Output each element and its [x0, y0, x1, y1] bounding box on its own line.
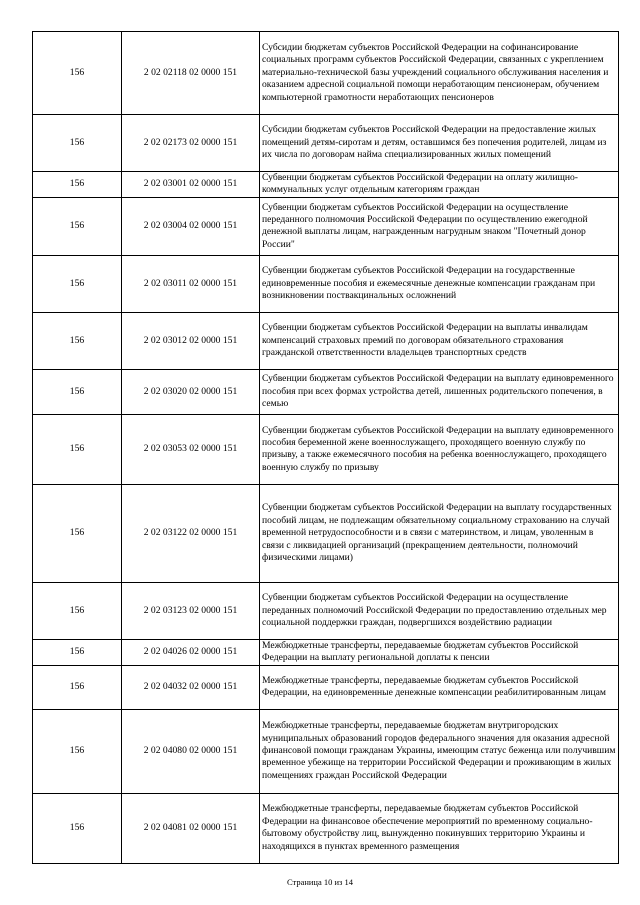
- admin-code-cell: 156: [33, 255, 122, 312]
- table-row: [33, 484, 619, 582]
- table-row: [33, 255, 619, 312]
- admin-code-cell: 156: [33, 484, 122, 582]
- table-row: [33, 414, 619, 484]
- table-body: [33, 32, 619, 864]
- description-cell: Субвенции бюджетам субъектов Российской Федерации на выплату единовременного пособия при всех формах устройства детей, лишенных родительского попечения, в семью: [260, 369, 619, 414]
- description-cell: Субвенции бюджетам субъектов Российской Федерации на выплаты инвалидам компенсаций страховых премий по договорам обязательного страхования гражданской ответственности владельцев транспортных средств: [260, 312, 619, 369]
- page-number: Страница 10 из 14: [286, 877, 354, 887]
- description-cell: Субсидии бюджетам субъектов Российской Федерации на софинансирование социальных программ субъектов Российской Федерации, связанных с укреплением материально-технической базы учреждений социального обслуживания населения и оказанием адресной социальной помощи неработающим пенсионерам, обучением компьютерной грамотности неработающих пенсионеров: [260, 32, 619, 115]
- budget-code-cell: 2 02 03053 02 0000 151: [122, 414, 260, 484]
- budget-code-cell: 2 02 04026 02 0000 151: [122, 639, 260, 665]
- description-cell: Межбюджетные трансферты, передаваемые бюджетам субъектов Российской Федерации на выплату региональной доплаты к пенсии: [260, 639, 619, 665]
- table-row: [33, 665, 619, 709]
- budget-code-cell: 2 02 03123 02 0000 151: [122, 582, 260, 639]
- admin-code-cell: 156: [33, 709, 122, 793]
- budget-code-cell: 2 02 03122 02 0000 151: [122, 484, 260, 582]
- table-row: [33, 115, 619, 172]
- table-row: [33, 639, 619, 665]
- table-row: [33, 582, 619, 639]
- budget-code-cell: 2 02 04080 02 0000 151: [122, 709, 260, 793]
- budget-codes-table-wrapper: [32, 31, 616, 864]
- table-row: [33, 172, 619, 198]
- table-row: [33, 793, 619, 863]
- admin-code-cell: 156: [33, 312, 122, 369]
- admin-code-cell: 156: [33, 197, 122, 255]
- admin-code-cell: 156: [33, 582, 122, 639]
- description-cell: Субвенции бюджетам субъектов Российской Федерации на государственные единовременные пособия и ежемесячные денежные компенсации гражданам при возникновении поствакцинальных осложнений: [260, 255, 619, 312]
- description-cell: Субвенции бюджетам субъектов Российской Федерации на выплату государственных пособий лицам, не подлежащим обязательному социальному страхованию на случай временной нетрудоспособности и в связи с материнством, и лицам, уволенным в связи с ликвидацией организаций (прекращением деятельности, полномочий физическими лицами): [260, 484, 619, 582]
- budget-code-cell: 2 02 02118 02 0000 151: [122, 32, 260, 115]
- budget-code-cell: 2 02 02173 02 0000 151: [122, 115, 260, 172]
- admin-code-cell: 156: [33, 369, 122, 414]
- description-cell: Субвенции бюджетам субъектов Российской Федерации на осуществление переданных полномочий Российской Федерации по предоставлению отдельных мер социальной поддержки граждан, подвергшихся воздействию радиации: [260, 582, 619, 639]
- budget-code-cell: 2 02 03004 02 0000 151: [122, 197, 260, 255]
- description-cell: Субвенции бюджетам субъектов Российской Федерации на осуществление переданного полномочия Российской Федерации по осуществлению ежегодной денежной выплаты лицам, награжденным нагрудным знаком "Почетный донор России": [260, 197, 619, 255]
- description-cell: Субвенции бюджетам субъектов Российской Федерации на оплату жилищно-коммунальных услуг отдельным категориям граждан: [260, 172, 619, 198]
- budget-code-cell: 2 02 03012 02 0000 151: [122, 312, 260, 369]
- table-row: [33, 369, 619, 414]
- admin-code-cell: 156: [33, 639, 122, 665]
- admin-code-cell: 156: [33, 32, 122, 115]
- admin-code-cell: 156: [33, 793, 122, 863]
- budget-codes-table: [32, 31, 619, 864]
- budget-code-cell: 2 02 03001 02 0000 151: [122, 172, 260, 198]
- admin-code-cell: 156: [33, 115, 122, 172]
- admin-code-cell: 156: [33, 172, 122, 198]
- admin-code-cell: 156: [33, 414, 122, 484]
- budget-code-cell: 2 02 03020 02 0000 151: [122, 369, 260, 414]
- budget-code-cell: 2 02 04081 02 0000 151: [122, 793, 260, 863]
- table-row: [33, 312, 619, 369]
- admin-code-cell: 156: [33, 665, 122, 709]
- budget-code-cell: 2 02 04032 02 0000 151: [122, 665, 260, 709]
- table-row: [33, 197, 619, 255]
- description-cell: Субсидии бюджетам субъектов Российской Федерации на предоставление жилых помещений детям-сиротам и детям, оставшимся без попечения родителей, лицам из их числа по договорам найма специализированных жилых помещений: [260, 115, 619, 172]
- description-cell: Межбюджетные трансферты, передаваемые бюджетам субъектов Российской Федерации, на единовременные денежные компенсации реабилитированным лицам: [260, 665, 619, 709]
- description-cell: Межбюджетные трансферты, передаваемые бюджетам субъектов Российской Федерации на финансовое обеспечение мероприятий по временному социально-бытовому обустройству лиц, вынужденно покинувших территорию Украины и находящихся в пунктах временного размещения: [260, 793, 619, 863]
- description-cell: Субвенции бюджетам субъектов Российской Федерации на выплату единовременного пособия беременной жене военнослужащего, проходящего военную службу по призыву, а также ежемесячного пособия на ребенка военнослужащего, проходящего военную службу по призыву: [260, 414, 619, 484]
- table-row: [33, 32, 619, 115]
- budget-code-cell: 2 02 03011 02 0000 151: [122, 255, 260, 312]
- table-row: [33, 709, 619, 793]
- description-cell: Межбюджетные трансферты, передаваемые бюджетам внутригородских муниципальных образований городов федерального значения для оказания адресной финансовой помощи гражданам Украины, имеющим статус беженца или получившим временное убежище на территории Российской Федерации и проживающим в жилых помещениях граждан Российской Федерации: [260, 709, 619, 793]
